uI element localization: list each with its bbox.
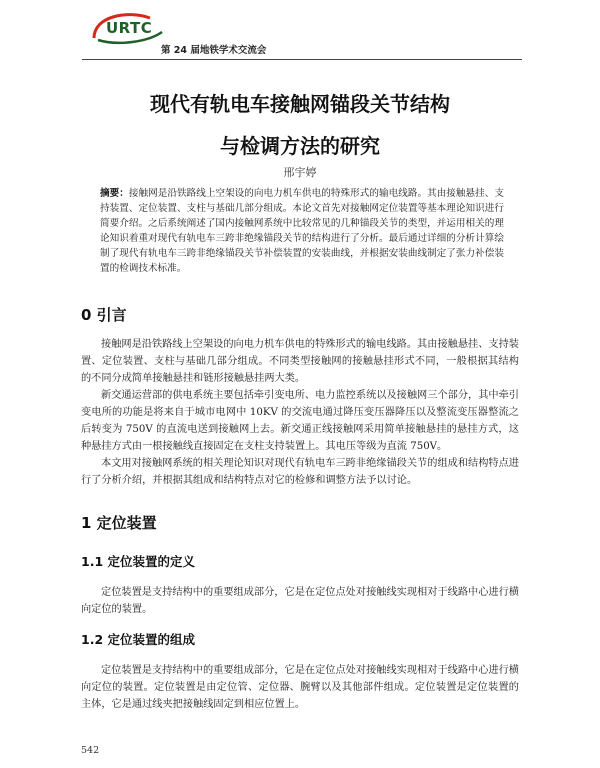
urtc-logo [88, 8, 168, 48]
paper-title-line1: 现代有轨电车接触网锚段关节结构 [150, 92, 450, 116]
section-0-paragraph-1: 接触网是沿铁路线上空架设的向电力机车供电的特殊形式的输电线路。其由接触悬挂、支持装置、定位装置、支柱与基础几部分组成。不同类型接触网的接触悬挂形式不同，一般根据其结构的不同分成简单接触悬挂和链形接触悬挂两大类。 [81, 339, 519, 384]
section-1-heading: 1 定位装置 [81, 514, 157, 532]
page-number: 542 [81, 745, 100, 756]
conference-name: 第 24 届地铁学术交流会 [161, 45, 267, 56]
paper-title-line2: 与检调方法的研究 [220, 134, 380, 158]
header-rule [82, 59, 522, 60]
section-0-heading: 0 引言 [81, 306, 127, 324]
abstract-text: 接触网是沿铁路线上空架设的向电力机车供电的特殊形式的输电线路。其由接触悬挂、支持装置、定位装置、支柱与基础几部分组成。本论文首先对接触网定位装置等基本理论知识进行简要介绍。之后系统阐述了国内接触网系统中比较常见的几种锚段关节的类型，并运用相关的理论知识着重对现代有轨电车三跨非绝缘锚段关节的结构进行了分析。最后通过详细的分析计算绘制了现代有轨电车三跨非绝缘锚段关节补偿装置的安装曲线，并根据安装曲线制定了张力补偿装置的检调技术标准。 [100, 188, 504, 274]
section-1-2-paragraph: 定位装置是支持结构中的重要组成部分，它是在定位点处对接触线实现相对于线路中心进行横向定位的装置。定位装置是由定位管、定位器、腕臂以及其他部件组成。定位装置是定位装置的主体，它是通过线夹把接触线固定到相应位置上。 [81, 665, 519, 710]
abstract-block [100, 186, 504, 276]
section-0-paragraph-3: 本文用对接触网系统的相关理论知识对现代有轨电车三跨非绝缘锚段关节的组成和结构特点进行了分析介绍，并根据其组成和结构特点对它的检修和调整方法予以讨论。 [81, 458, 519, 486]
logo-text: URTC [106, 19, 153, 37]
section-1-2-heading: 1.2 定位装置的组成 [81, 632, 195, 647]
section-1-1-heading: 1.1 定位装置的定义 [81, 554, 195, 569]
author-name: 邢宇婷 [283, 166, 317, 179]
section-0-paragraph-2: 新交通运营部的供电系统主要包括牵引变电所、电力监控系统以及接触网三个部分，其中牵引变电所的功能是将来自于城市电网中 10KV 的交流电通过降压变压器降压以及整流变压器整流之后转变为 750V 的直流电送到接触网上去。新交通正线接触网采用简单接触悬挂的悬挂方式，这种悬挂方式由一根接触线直接固定在支柱支持装置上。其电压等级为直流 750V。 [81, 390, 519, 452]
abstract-label: 摘要： [100, 188, 129, 199]
section-1-1-paragraph: 定位装置是支持结构中的重要组成部分，它是在定位点处对接触线实现相对于线路中心进行横向定位的装置。 [81, 587, 519, 615]
